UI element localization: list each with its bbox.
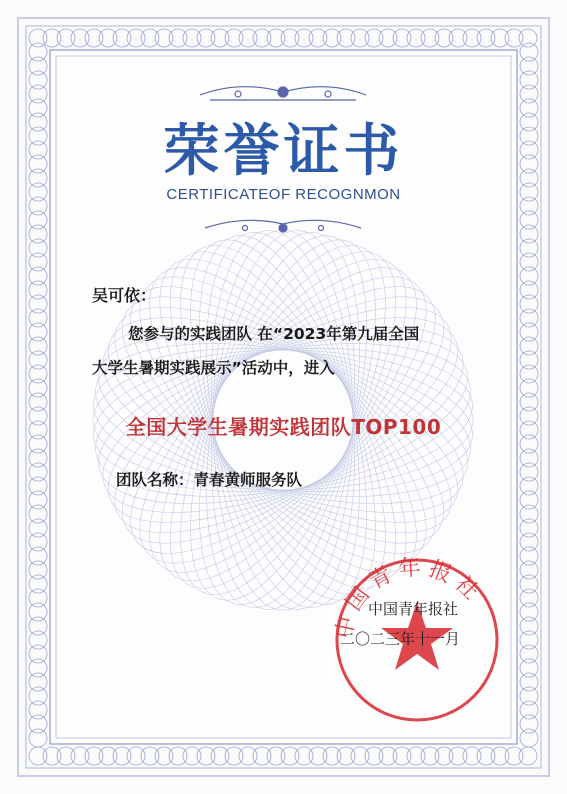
recipient-name: 吴可依： — [92, 286, 157, 305]
team-name: 团队名称：青春黄师服务队 — [116, 471, 303, 489]
award-title: 全国大学生暑期实践团队TOP100 — [125, 415, 442, 439]
body-text-line-1: 您参与的实践团队 在“2023年第九届全国 — [128, 325, 420, 343]
certificate-subtitle: CERTIFICATEOF RECOGNMON — [166, 186, 401, 203]
issuer-name: 中国青年报社 — [368, 600, 459, 618]
issue-date: 二〇二三年十一月 — [340, 630, 461, 648]
certificate-title: 荣誉证书 — [163, 119, 404, 184]
seal-text: 中国青年报社 — [331, 555, 488, 642]
body-text-line-2: 大学生暑期实践展示”活动中，进入 — [92, 359, 335, 377]
